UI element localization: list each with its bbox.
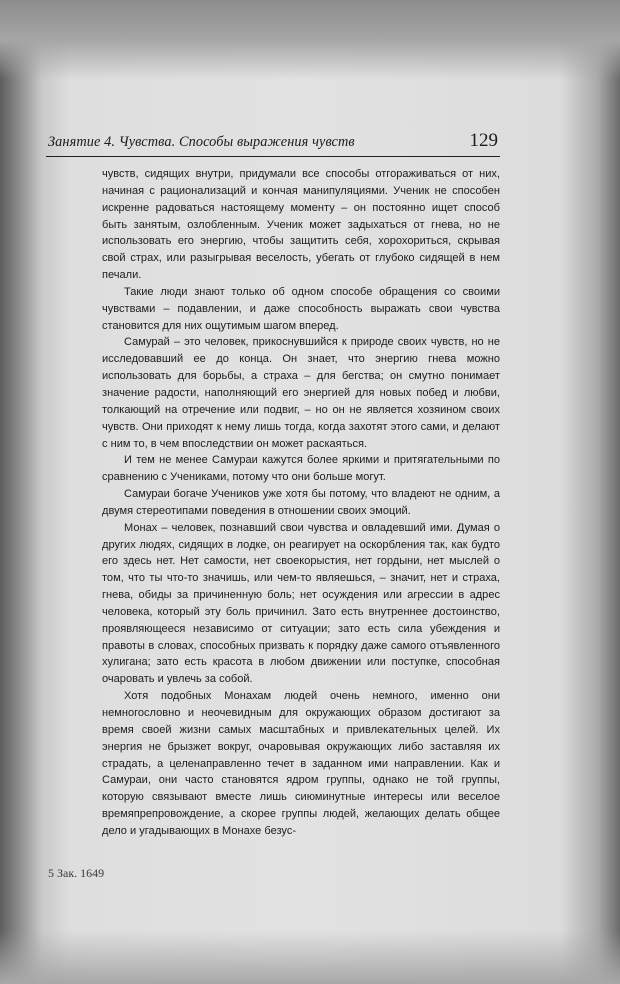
page-number: 129 [469, 130, 498, 151]
scan-shadow-bottom [0, 930, 620, 984]
paragraph: Самурай – это человек, прикоснувшийся к природе своих чувств, но не исследовавший ее до конца. Он знает, что энергию гнева можно использовать для борьбы, а страха – для бегства; он смутно понимает значение радости, наполняющий его энергией для новых побед и любви, толкающий на отречение или подвиг, – но он не является хозяином своих чувств. Они приходят к нему лишь тогда, когда захотят этого сами, и делают с ним то, в чем впоследствии он может раскаяться. [102, 336, 500, 450]
printer-signature: 5 Зак. 1649 [48, 866, 105, 880]
scan-shadow-top [0, 0, 620, 80]
paragraph: Монах – человек, познавший свои чувства и овладевший ими. Думая о других людях, сидящих в лодке, он реагирует на оскорбления так, как будто его здесь нет. Нет самости, нет своекорыстия, нет гордыни, нет мыслей о том, что ты что-то значишь, или чем-то являешься, – значит, нет и страха, гнева, обиды за причиненную боль; нет осуждения или агрессии в адрес человека, который эту боль причинил. Зато есть внутреннее достоинство, проявляющееся независимо от ситуации; зато есть сила убеждения и правоты в словах, способных призвать к порядку даже самого отъявленного хулигана; зато есть красота в любом движении или поступке, способная очаровать и увлечь за собой. [102, 521, 500, 686]
body-text [102, 166, 500, 840]
running-header [46, 130, 500, 157]
paragraph: Самураи богаче Учеников уже хотя бы потому, что владеют не одним, а двумя стереотипами поведения в отношении своих эмоций. [102, 488, 500, 517]
paragraph: И тем не менее Самураи кажутся более яркими и притягательными по сравнению с Учениками, потому что они больше могут. [102, 454, 500, 484]
paragraph: Такие люди знают только об одном способе обращения со своими чувствами – подавлении, и даже способность выражать свои чувства становится для них ощутимым шагом вперед. [102, 285, 500, 332]
chapter-title: Занятие 4. Чувства. Способы выражения чувств [48, 134, 355, 150]
paragraph: чувств, сидящих внутри, придумали все способы отгораживаться от них, начиная с рационализаций и кончая манипуляциями. Ученик не способен искренне радоваться настоящему моменту – он постоянно ищет способ быть занятым, озлобленным. Ученик может задыхаться от гнева, но не использовать его энергию, чтобы защитить себя, хорохориться, скрывая свой страх, или разыгрывая веселость, убегать от глубоко сидящей в нем печали. [102, 168, 500, 282]
paragraph: Хотя подобных Монахам людей очень немного, именно они немногословно и неочевидным для окружающих образом достигают за время своей жизни самых масштабных и привлекательных целей. Их энергия не брызжет вокруг, очаровывая окружающих либо заставляя их страдать, а целенаправленно течет в заданном ими направлении. Как и Самураи, они часто становятся ядром группы, однако не той группы, которую связывают вместе лишь сиюминутные интересы или веселое времяпрепровождение, а скорее группы людей, желающих делать общее дело и угадывающих в Монахе безус- [102, 690, 500, 837]
